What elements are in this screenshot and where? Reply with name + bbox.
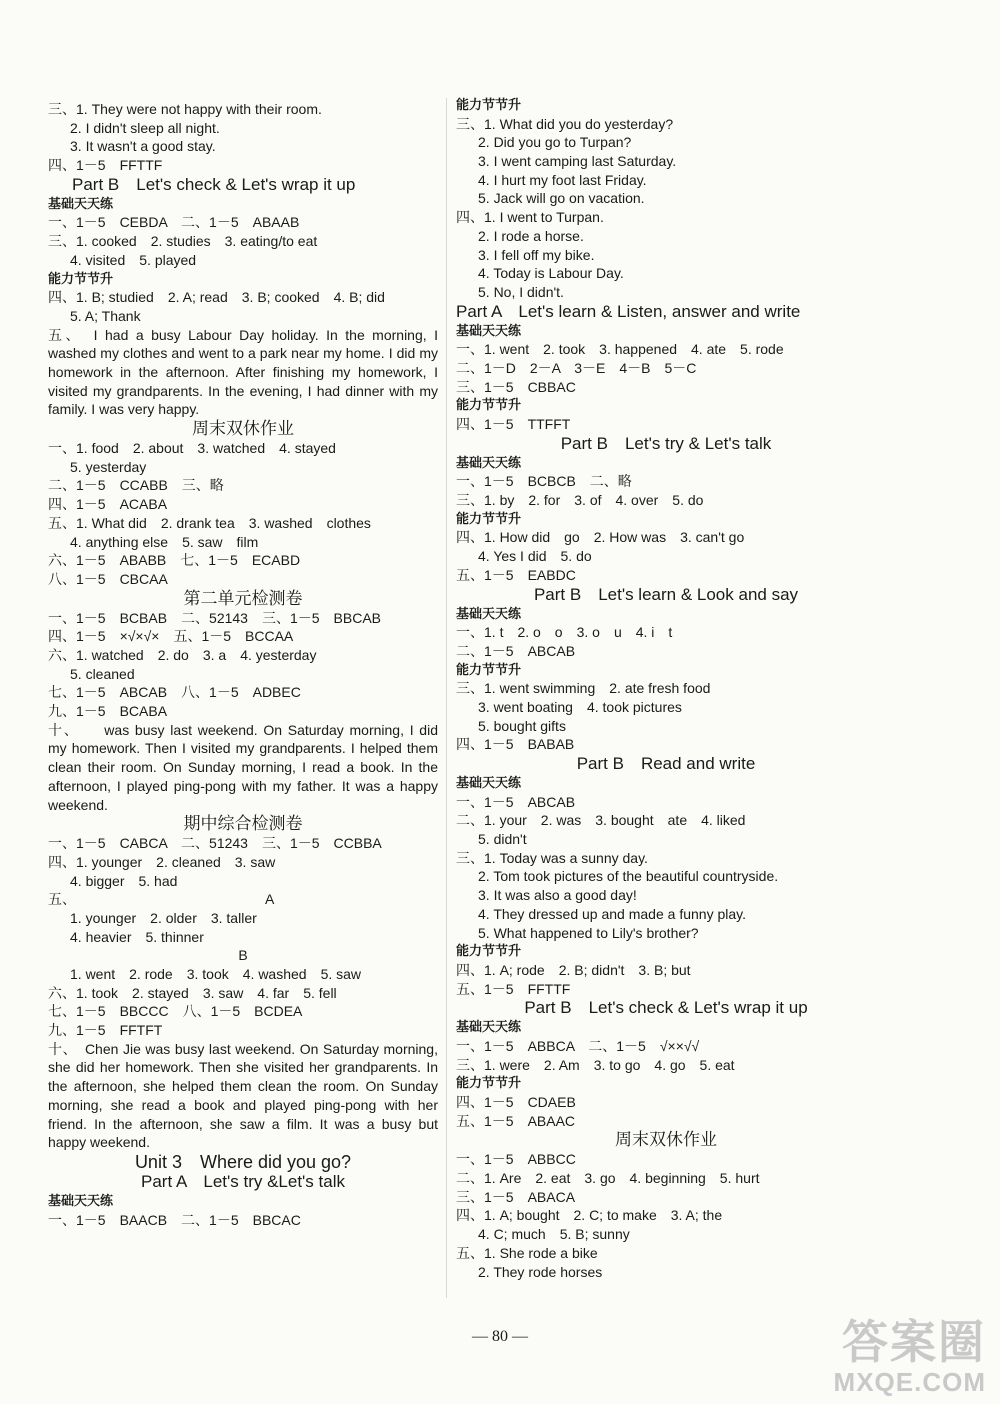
section-heading: Part B Let's learn & Look and say — [533, 584, 799, 604]
subsection-label: 基础天天练 — [456, 605, 522, 621]
section-heading: Unit 3 Where did you go? — [134, 1152, 352, 1172]
subsection-label: 基础天天练 — [456, 454, 522, 470]
answer-line: 5. cleaned — [70, 665, 135, 682]
answer-line: 五、1. She rode a bike — [456, 1244, 598, 1261]
answer-line: 4. bigger 5. had — [70, 872, 178, 889]
answer-line: 三、1－5 CBBAC — [456, 378, 576, 395]
subsection-label: 能力节节升 — [456, 661, 522, 677]
answer-line: 三、1. They were not happy with their room. — [48, 101, 322, 117]
answer-line: 3. It wasn't a good stay. — [70, 138, 216, 155]
section-heading: Part B Read and write — [576, 754, 756, 773]
subsection-label: 基础天天练 — [48, 195, 114, 211]
column-divider — [446, 98, 447, 1298]
answer-line: 2. They rode horses — [478, 1263, 603, 1280]
answer-line: 四、1－5 ACABA — [48, 496, 168, 513]
answer-line: 四、1－5 FFTTF — [48, 157, 163, 174]
subsection-label: 能力节节升 — [456, 397, 522, 413]
answer-line: 三、1－5 ABACA — [456, 1188, 576, 1205]
answer-line: 四、1－5 ×√×√× 五、1－5 BCCAA — [48, 628, 294, 645]
answer-line: 七、1－5 BBCCC 八、1－5 BCDEA — [48, 1003, 303, 1020]
subsection-label: 基础天天练 — [48, 1193, 114, 1208]
watermark-text: MXQE.COM — [833, 1367, 986, 1397]
section-heading: 周末双休作业 — [615, 1130, 717, 1150]
section-heading: 周末双休作业 — [192, 419, 294, 439]
answer-line: 四、1. I went to Turpan. — [456, 209, 604, 226]
answer-line: 四、1－5 BABAB — [456, 736, 575, 753]
answer-line: 4. anything else 5. saw film — [70, 533, 259, 550]
answer-line: 5. didn't — [478, 831, 527, 848]
answer-line: 二、1－5 CCABB 三、略 — [48, 477, 224, 494]
section-heading: Part B Let's check & Let's wrap it up — [72, 174, 356, 194]
watermark — [834, 1317, 986, 1398]
answer-line: 六、1. took 2. stayed 3. saw 4. far 5. fell — [48, 984, 337, 1001]
answer-line: B — [238, 947, 248, 964]
answer-line: 一、1－5 ABBCA 二、1－5 √××√√ — [456, 1037, 700, 1054]
answer-line: 1. younger 2. older 3. taller — [70, 909, 257, 926]
subsection-label: 基础天天练 — [456, 1019, 522, 1035]
answer-line: 4. heavier 5. thinner — [70, 928, 204, 945]
answer-line: 六、1. watched 2. do 3. a 4. yesterday — [48, 646, 317, 663]
answer-line: 1. went 2. rode 3. took 4. washed 5. saw — [70, 966, 362, 983]
answer-line: 一、1. food 2. about 3. watched 4. stayed — [48, 440, 336, 457]
answer-line: 2. I rode a horse. — [478, 227, 584, 244]
answer-line: 三、1. by 2. for 3. of 4. over 5. do — [456, 492, 704, 509]
subsection-label: 基础天天练 — [456, 322, 522, 338]
section-heading: Part B Let's try & Let's talk — [560, 433, 772, 453]
answer-line: 一、1－5 CEBDA 二、1－5 ABAAB — [48, 214, 300, 231]
answer-line: 二、1. Are 2. eat 3. go 4. beginning 5. hurt — [456, 1170, 760, 1187]
answer-line: 3. It was also a good day! — [478, 887, 637, 904]
answer-line: 四、1－5 CDAEB — [456, 1094, 576, 1110]
section-heading: Part A Let's learn & Listen, answer and write — [456, 301, 801, 321]
answer-line: 九、1－5 BCABA — [48, 703, 168, 720]
answer-line: 四、1. How did go 2. How was 3. can't go — [456, 529, 745, 546]
answer-line: 4. They dressed up and made a funny play. — [478, 905, 746, 922]
answer-line: 4. visited 5. played — [70, 251, 197, 268]
answer-line: 一、1－5 BCBCB 二、略 — [456, 473, 632, 490]
answer-line: 三、1. went swimming 2. ate fresh food — [456, 680, 711, 697]
answer-line: 二、1－D 2－A 3－E 4－B 5－C — [456, 359, 697, 376]
answer-line: 5. yesterday — [70, 458, 147, 475]
answer-line: 四、1. B; studied 2. A; read 3. B; cooked 4. B; did — [48, 289, 385, 306]
answer-line: 三、1. cooked 2. studies 3. eating/to eat — [48, 233, 318, 250]
answer-line: 5. bought gifts — [478, 717, 566, 734]
answer-line: 八、1－5 CBCAA — [48, 570, 168, 587]
answer-line: 一、1－5 BAACB 二、1－5 BBCAC — [48, 1211, 301, 1228]
answer-line: 五、1－5 FFTTF — [456, 980, 571, 997]
subsection-label: 能力节节升 — [456, 97, 522, 112]
answer-line: 七、1－5 ABCAB 八、1－5 ADBEC — [48, 684, 301, 701]
right-column — [456, 96, 876, 1281]
answer-line: 三、1. Today was a sunny day. — [456, 849, 648, 866]
answer-line: 一、1－5 ABBCC — [456, 1151, 576, 1168]
answer-line: 五、1－5 EABDC — [456, 566, 576, 583]
answer-line: 一、1－5 ABCAB — [456, 793, 576, 810]
answer-line: 六、1－5 ABABB 七、1－5 ECABD — [48, 552, 301, 569]
answer-paragraph: 十、 Chen Jie was busy last weekend. On Saturday morning, she did her homework. Then she visited her grandparents. In the afternoon, she helped them clean the room. On Sunday morning, she read a book and played ping-pong with her friend. In the afternoon, she saw a film. It was a busy but happy weekend. — [48, 1040, 438, 1151]
answer-line: 四、1－5 TTFFT — [456, 416, 571, 432]
watermark-logo: 答案圈 — [842, 1316, 986, 1368]
answer-paragraph: 五、 I had a busy Labour Day holiday. In the morning, I washed my clothes and went to a park near my home. I did my homework in the afternoon. After finishing my homework, I visited my grandparents. In the evening, I had dinner with my family. I was very happy. — [48, 326, 438, 418]
section-heading: 期中综合检测卷 — [183, 814, 303, 834]
answer-line: 五、1. What did 2. drank tea 3. washed clothes — [48, 514, 371, 531]
answer-line: 4. C; much 5. B; sunny — [478, 1226, 630, 1243]
left-column — [48, 100, 438, 1229]
answer-line: 一、1. t 2. o o 3. o u 4. i t — [456, 624, 673, 641]
answer-line: 五、1－5 ABAAC — [456, 1112, 576, 1129]
answer-line: 二、1. your 2. was 3. bought ate 4. liked — [456, 812, 746, 829]
answer-paragraph: 十、 was busy last weekend. On Saturday morning, I did my homework. Then I visited my grandparents. I helped them clean their room. On Sunday morning, I read a book. In the afternoon, I played ping-pong with my father. It was a happy weekend. — [48, 721, 438, 813]
answer-line: 4. Yes I did 5. do — [478, 548, 592, 565]
answer-line: 4. I hurt my foot last Friday. — [478, 171, 647, 188]
answer-line: 三、1. were 2. Am 3. to go 4. go 5. eat — [456, 1056, 735, 1073]
answer-line: 二、1－5 ABCAB — [456, 642, 576, 659]
answer-line: 3. I went camping last Saturday. — [478, 153, 677, 170]
answer-line: 2. Tom took pictures of the beautiful countryside. — [478, 868, 779, 885]
subsection-label: 能力节节升 — [48, 270, 114, 286]
answer-line: 3. I fell off my bike. — [478, 246, 595, 263]
subsection-label: 基础天天练 — [456, 775, 522, 790]
section-heading: 第二单元检测卷 — [183, 588, 303, 608]
answer-line: 2. I didn't sleep all night. — [70, 119, 220, 136]
subsection-label: 能力节节升 — [456, 943, 522, 959]
answer-line: 5. What happened to Lily's brother? — [478, 924, 699, 941]
subsection-label: 能力节节升 — [456, 510, 522, 526]
page-number: — 80 — — [472, 1328, 528, 1345]
answer-line: 4. Today is Labour Day. — [478, 265, 624, 282]
section-heading: Part A Let's try &Let's talk — [141, 1172, 345, 1191]
answer-line: 5. Jack will go on vacation. — [478, 190, 645, 207]
answer-line: 5. No, I didn't. — [478, 283, 564, 300]
answer-line: 五、 A — [48, 891, 275, 908]
answer-line: 3. went boating 4. took pictures — [478, 698, 682, 715]
answer-line: 四、1. A; bought 2. C; to make 3. A; the — [456, 1207, 723, 1224]
answer-line: 四、1. younger 2. cleaned 3. saw — [48, 853, 276, 870]
section-heading: Part B Let's check & Let's wrap it up — [524, 998, 808, 1018]
answer-line: 2. Did you go to Turpan? — [478, 134, 632, 151]
answer-line: 三、1. What did you do yesterday? — [456, 115, 674, 132]
answer-line: 5. A; Thank — [70, 307, 141, 324]
answer-line: 九、1－5 FFTFT — [48, 1022, 163, 1039]
answer-line: 一、1－5 CABCA 二、51243 三、1－5 CCBBA — [48, 835, 382, 852]
subsection-label: 能力节节升 — [456, 1075, 522, 1091]
answer-line: 一、1. went 2. took 3. happened 4. ate 5. rode — [456, 341, 784, 358]
answer-line: 一、1－5 BCBAB 二、52143 三、1－5 BBCAB — [48, 609, 381, 626]
answer-line: 四、1. A; rode 2. B; didn't 3. B; but — [456, 961, 691, 978]
